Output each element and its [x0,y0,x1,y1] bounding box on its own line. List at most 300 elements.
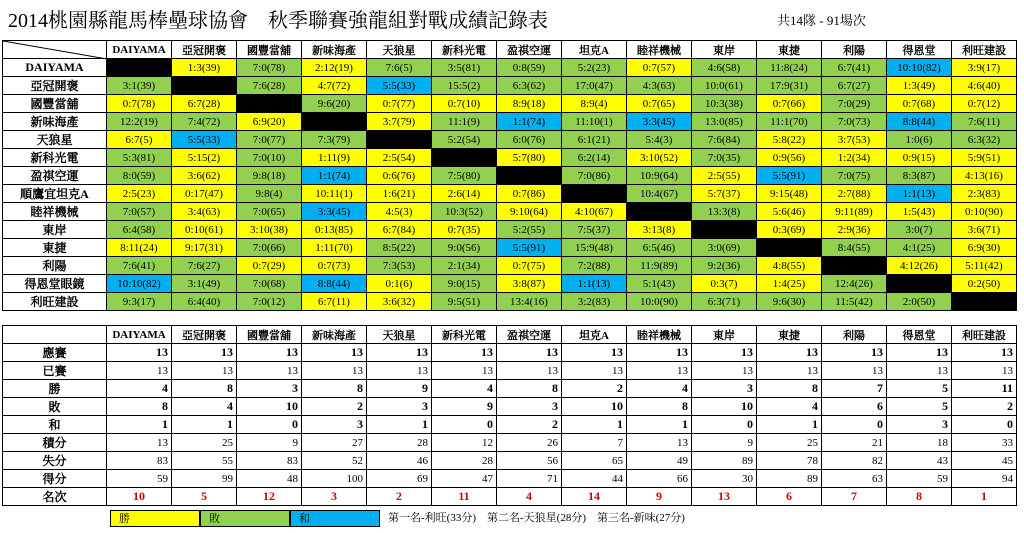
stat-cell: 7 [822,380,887,398]
score-cell: 10:10(82) [887,59,952,77]
stat-cell: 47 [432,470,497,488]
rank-cell: 11 [432,488,497,506]
rank-cell: 13 [692,488,757,506]
score-cell: 1:0(6) [887,131,952,149]
score-cell: 0:7(29) [237,257,302,275]
score-cell: 13:0(85) [692,113,757,131]
row-header-team: DAIYAMA [3,59,107,77]
stat-cell: 49 [627,452,692,470]
score-cell: 5:1(43) [627,275,692,293]
score-cell: 15:9(48) [562,239,627,257]
score-cell: 0:7(12) [952,95,1017,113]
score-cell: 0:7(10) [432,95,497,113]
score-cell: 12:4(26) [822,275,887,293]
grid-row [3,167,1017,185]
score-cell: 2:0(50) [887,293,952,311]
stat-cell: 8 [627,398,692,416]
stat-cell: 6 [822,398,887,416]
stat-cell: 13 [432,362,497,380]
rank-cell: 1 [952,488,1017,506]
score-cell: 10:10(82) [107,275,172,293]
score-cell: 6:5(46) [627,239,692,257]
stats-row-label: 敗 [3,398,107,416]
col-header-team: 東捷 [757,41,822,59]
score-cell: 3:5(81) [432,59,497,77]
row-header-team: 新科光電 [3,149,107,167]
stat-cell: 8 [497,380,562,398]
score-cell: 5:4(3) [627,131,692,149]
score-cell: 6:3(32) [952,131,1017,149]
score-cell: 7:0(73) [822,113,887,131]
grid-row [3,113,1017,131]
self-match-cell [952,293,1017,311]
grid-row [3,149,1017,167]
score-cell: 4:5(3) [367,203,432,221]
score-cell: 6:9(20) [237,113,302,131]
rank-cell: 10 [107,488,172,506]
score-cell: 4:10(67) [562,203,627,221]
self-match-cell [627,203,692,221]
score-cell: 5:2(54) [432,131,497,149]
score-cell: 10:3(38) [692,95,757,113]
stat-cell: 10 [237,398,302,416]
score-cell: 1:5(43) [887,203,952,221]
stat-cell: 13 [107,434,172,452]
score-cell: 7:5(37) [562,221,627,239]
stat-cell: 4 [627,380,692,398]
stat-cell: 13 [952,344,1017,362]
col-header-team: 利旺建設 [952,41,1017,59]
grid-row [3,257,1017,275]
score-cell: 2:6(14) [432,185,497,203]
legend-lose: 敗 [200,510,290,527]
score-cell: 6:0(76) [497,131,562,149]
stats-row-label: 積分 [3,434,107,452]
stat-cell: 5 [887,398,952,416]
self-match-cell [302,113,367,131]
score-cell: 3:0(69) [692,239,757,257]
stat-cell: 55 [172,452,237,470]
score-cell: 0:6(76) [367,167,432,185]
stats-row-label: 名次 [3,488,107,506]
stat-cell: 7 [562,434,627,452]
stat-cell: 12 [432,434,497,452]
score-cell: 0:9(15) [887,149,952,167]
score-cell: 0:10(61) [172,221,237,239]
stat-cell: 3 [367,398,432,416]
score-cell: 10:4(67) [627,185,692,203]
stats-col-header: 亞冠開褒 [172,326,237,344]
score-cell: 1:2(34) [822,149,887,167]
score-cell: 10:11(1) [302,185,367,203]
score-cell: 2:5(55) [692,167,757,185]
stat-cell: 83 [107,452,172,470]
score-cell: 11:10(1) [562,113,627,131]
score-cell: 0:7(73) [302,257,367,275]
col-header-team: 亞冠開褒 [172,41,237,59]
stats-col-header: 利旺建設 [952,326,1017,344]
grid-row [3,185,1017,203]
self-match-cell [107,59,172,77]
score-cell: 10:0(61) [692,77,757,95]
stats-row-label: 和 [3,416,107,434]
stat-cell: 13 [497,362,562,380]
score-cell: 2:3(83) [952,185,1017,203]
score-cell: 7:0(75) [822,167,887,185]
stat-cell: 89 [757,470,822,488]
score-cell: 5:15(2) [172,149,237,167]
score-cell: 4:13(16) [952,167,1017,185]
score-cell: 3:3(45) [627,113,692,131]
score-cell: 7:6(28) [237,77,302,95]
stats-col-header: 坦克A [562,326,627,344]
score-cell: 7:6(84) [692,131,757,149]
stat-cell: 63 [822,470,887,488]
score-cell: 7:0(77) [237,131,302,149]
score-cell: 9:15(48) [757,185,822,203]
score-cell: 11:1(70) [757,113,822,131]
score-cell: 3:7(79) [367,113,432,131]
score-cell: 7:5(80) [432,167,497,185]
rank-cell: 5 [172,488,237,506]
stats-col-header: DAIYAMA [107,326,172,344]
score-cell: 5:5(33) [172,131,237,149]
stats-row [3,470,1017,488]
score-cell: 9:11(89) [822,203,887,221]
col-header-team: 坦克A [562,41,627,59]
score-cell: 3:13(8) [627,221,692,239]
col-header-team: 盈祺空運 [497,41,562,59]
score-cell: 4:3(63) [627,77,692,95]
stat-cell: 13 [627,434,692,452]
stat-cell: 46 [367,452,432,470]
self-match-cell [497,167,562,185]
stat-cell: 11 [952,380,1017,398]
stat-cell: 1 [107,416,172,434]
stat-cell: 1 [627,416,692,434]
col-header-team: 新科光電 [432,41,497,59]
stat-cell: 82 [822,452,887,470]
stat-cell: 2 [497,416,562,434]
stat-cell: 56 [497,452,562,470]
stat-cell: 13 [822,344,887,362]
score-cell: 7:0(10) [237,149,302,167]
score-cell: 1:1(74) [497,113,562,131]
stat-cell: 13 [757,362,822,380]
score-cell: 7:0(68) [237,275,302,293]
stat-cell: 44 [562,470,627,488]
score-cell: 7:0(78) [237,59,302,77]
score-cell: 0:7(66) [757,95,822,113]
score-cell: 7:0(66) [237,239,302,257]
stat-cell: 0 [692,416,757,434]
stat-cell: 33 [952,434,1017,452]
col-header-team: 天狼星 [367,41,432,59]
score-cell: 4:6(58) [692,59,757,77]
score-cell: 8:8(44) [887,113,952,131]
stat-cell: 13 [302,362,367,380]
col-header-team: DAIYAMA [107,41,172,59]
rank-cell: 12 [237,488,302,506]
score-cell: 8:8(44) [302,275,367,293]
rank-cell: 14 [562,488,627,506]
stat-cell: 25 [757,434,822,452]
stat-cell: 99 [172,470,237,488]
stat-cell: 13 [497,344,562,362]
score-cell: 5:11(42) [952,257,1017,275]
score-cell: 1:11(70) [302,239,367,257]
stat-cell: 2 [952,398,1017,416]
score-cell: 5:6(46) [757,203,822,221]
self-match-cell [237,95,302,113]
grid-row [3,77,1017,95]
stat-cell: 13 [757,344,822,362]
stat-cell: 13 [887,344,952,362]
score-cell: 0:10(90) [952,203,1017,221]
score-cell: 2:7(88) [822,185,887,203]
score-cell: 9:0(15) [432,275,497,293]
score-cell: 1:1(13) [887,185,952,203]
stat-cell: 13 [562,344,627,362]
score-cell: 1:1(13) [562,275,627,293]
stat-cell: 30 [692,470,757,488]
score-cell: 2:12(19) [302,59,367,77]
stat-cell: 4 [172,398,237,416]
stat-cell: 3 [302,416,367,434]
stat-cell: 43 [887,452,952,470]
grid-corner [3,41,107,59]
col-header-team: 利陽 [822,41,887,59]
score-cell: 0:1(6) [367,275,432,293]
score-cell: 7:0(29) [822,95,887,113]
score-cell: 8:9(4) [562,95,627,113]
stat-cell: 83 [237,452,302,470]
stat-cell: 71 [497,470,562,488]
stat-cell: 89 [692,452,757,470]
stats-row-label: 失分 [3,452,107,470]
stat-cell: 10 [692,398,757,416]
score-cell: 5:2(23) [562,59,627,77]
score-cell: 9:3(17) [107,293,172,311]
score-cell: 0:7(86) [497,185,562,203]
score-cell: 5:9(51) [952,149,1017,167]
stats-col-header: 東岸 [692,326,757,344]
grid-row [3,131,1017,149]
stat-cell: 2 [562,380,627,398]
score-cell: 4:6(40) [952,77,1017,95]
row-header-team: 利陽 [3,257,107,275]
score-cell: 5:5(33) [367,77,432,95]
score-cell: 1:3(39) [172,59,237,77]
stat-cell: 3 [692,380,757,398]
score-cell: 2:5(23) [107,185,172,203]
self-match-cell [822,257,887,275]
score-cell: 7:0(86) [562,167,627,185]
stats-row [3,488,1017,506]
stat-cell: 0 [237,416,302,434]
stats-row-label: 得分 [3,470,107,488]
grid-row [3,59,1017,77]
score-cell: 10:3(52) [432,203,497,221]
stats-col-header: 新味海產 [302,326,367,344]
score-cell: 3:6(32) [367,293,432,311]
stat-cell: 13 [952,362,1017,380]
score-cell: 0:17(47) [172,185,237,203]
score-cell: 2:5(54) [367,149,432,167]
score-cell: 0:7(57) [627,59,692,77]
legend-ranking: 第一名-利旺(33分) 第二名-天狼星(28分) 第三名-新味(27分) [388,512,685,524]
stats-col-header: 盈祺空運 [497,326,562,344]
stat-cell: 28 [432,452,497,470]
score-cell: 3:4(63) [172,203,237,221]
score-cell: 1:6(21) [367,185,432,203]
stat-cell: 8 [757,380,822,398]
grid-row [3,293,1017,311]
results-grid [2,40,1017,311]
score-cell: 6:7(27) [822,77,887,95]
score-cell: 15:5(2) [432,77,497,95]
score-cell: 10:0(90) [627,293,692,311]
stat-cell: 45 [952,452,1017,470]
col-header-team: 國豐當舖 [237,41,302,59]
stat-cell: 13 [172,344,237,362]
score-cell: 0:7(77) [367,95,432,113]
score-cell: 8:9(18) [497,95,562,113]
score-cell: 3:10(52) [627,149,692,167]
score-cell: 0:7(75) [497,257,562,275]
score-cell: 11:9(89) [627,257,692,275]
stat-cell: 13 [627,344,692,362]
score-cell: 3:1(39) [107,77,172,95]
score-cell: 5:8(22) [757,131,822,149]
stat-cell: 3 [497,398,562,416]
score-cell: 6:7(84) [367,221,432,239]
score-cell: 8:4(55) [822,239,887,257]
rank-cell: 2 [367,488,432,506]
score-cell: 9:10(64) [497,203,562,221]
stat-cell: 5 [887,380,952,398]
score-cell: 3:10(38) [237,221,302,239]
stat-cell: 66 [627,470,692,488]
stat-cell: 1 [562,416,627,434]
stat-cell: 1 [757,416,822,434]
stats-col-header: 新科光電 [432,326,497,344]
score-cell: 2:1(34) [432,257,497,275]
score-cell: 4:7(72) [302,77,367,95]
score-cell: 0:7(35) [432,221,497,239]
score-cell: 0:7(65) [627,95,692,113]
score-cell: 1:1(74) [302,167,367,185]
score-cell: 6:4(40) [172,293,237,311]
score-cell: 5:7(37) [692,185,757,203]
stat-cell: 4 [107,380,172,398]
score-cell: 9:5(51) [432,293,497,311]
score-cell: 7:2(88) [562,257,627,275]
stat-cell: 2 [302,398,367,416]
stats-row [3,398,1017,416]
stats-col-header: 東捷 [757,326,822,344]
score-cell: 3:2(83) [562,293,627,311]
stat-cell: 25 [172,434,237,452]
score-cell: 6:7(11) [302,293,367,311]
stats-row [3,344,1017,362]
self-match-cell [887,275,952,293]
score-cell: 6:3(62) [497,77,562,95]
stats-col-header: 得恩堂 [887,326,952,344]
stat-cell: 9 [237,434,302,452]
stat-cell: 13 [107,344,172,362]
stat-cell: 59 [887,470,952,488]
row-header-team: 得恩堂眼鏡 [3,275,107,293]
stat-cell: 9 [367,380,432,398]
stat-cell: 48 [237,470,302,488]
col-header-team: 睦祥機械 [627,41,692,59]
score-cell: 9:8(18) [237,167,302,185]
grid-row [3,221,1017,239]
score-cell: 5:7(80) [497,149,562,167]
stat-cell: 13 [367,344,432,362]
row-header-team: 亞冠開褒 [3,77,107,95]
row-header-team: 利旺建設 [3,293,107,311]
score-cell: 13:3(8) [692,203,757,221]
row-header-team: 國豐當舖 [3,95,107,113]
legend-tie: 和 [290,510,380,527]
score-cell: 4:8(55) [757,257,822,275]
row-header-team: 天狼星 [3,131,107,149]
rank-cell: 3 [302,488,367,506]
stats-col-header: 國豐當舖 [237,326,302,344]
score-cell: 7:0(35) [692,149,757,167]
score-cell: 7:0(65) [237,203,302,221]
score-cell: 0:7(78) [107,95,172,113]
score-cell: 7:6(27) [172,257,237,275]
score-cell: 9:6(30) [757,293,822,311]
stat-cell: 1 [367,416,432,434]
score-cell: 7:0(57) [107,203,172,221]
rank-cell: 9 [627,488,692,506]
stat-cell: 8 [172,380,237,398]
score-cell: 12:2(19) [107,113,172,131]
score-cell: 17:9(31) [757,77,822,95]
stat-cell: 9 [692,434,757,452]
stat-cell: 13 [302,344,367,362]
col-header-team: 東岸 [692,41,757,59]
score-cell: 0:13(85) [302,221,367,239]
grid-row [3,239,1017,257]
stats-corner [3,326,107,344]
score-cell: 0:3(69) [757,221,822,239]
stat-cell: 78 [757,452,822,470]
score-cell: 11:5(42) [822,293,887,311]
row-header-team: 東岸 [3,221,107,239]
stat-cell: 100 [302,470,367,488]
score-cell: 3:7(53) [822,131,887,149]
score-cell: 7:3(53) [367,257,432,275]
row-header-team: 順鷹宜坦克A [3,185,107,203]
stat-cell: 8 [302,380,367,398]
stat-cell: 9 [432,398,497,416]
sheet-header [2,0,1022,34]
score-cell: 6:7(41) [822,59,887,77]
stat-cell: 13 [172,362,237,380]
stat-cell: 0 [822,416,887,434]
stats-row [3,380,1017,398]
stats-row [3,434,1017,452]
self-match-cell [172,77,237,95]
stat-cell: 13 [367,362,432,380]
stats-row [3,416,1017,434]
score-cell: 7:6(41) [107,257,172,275]
